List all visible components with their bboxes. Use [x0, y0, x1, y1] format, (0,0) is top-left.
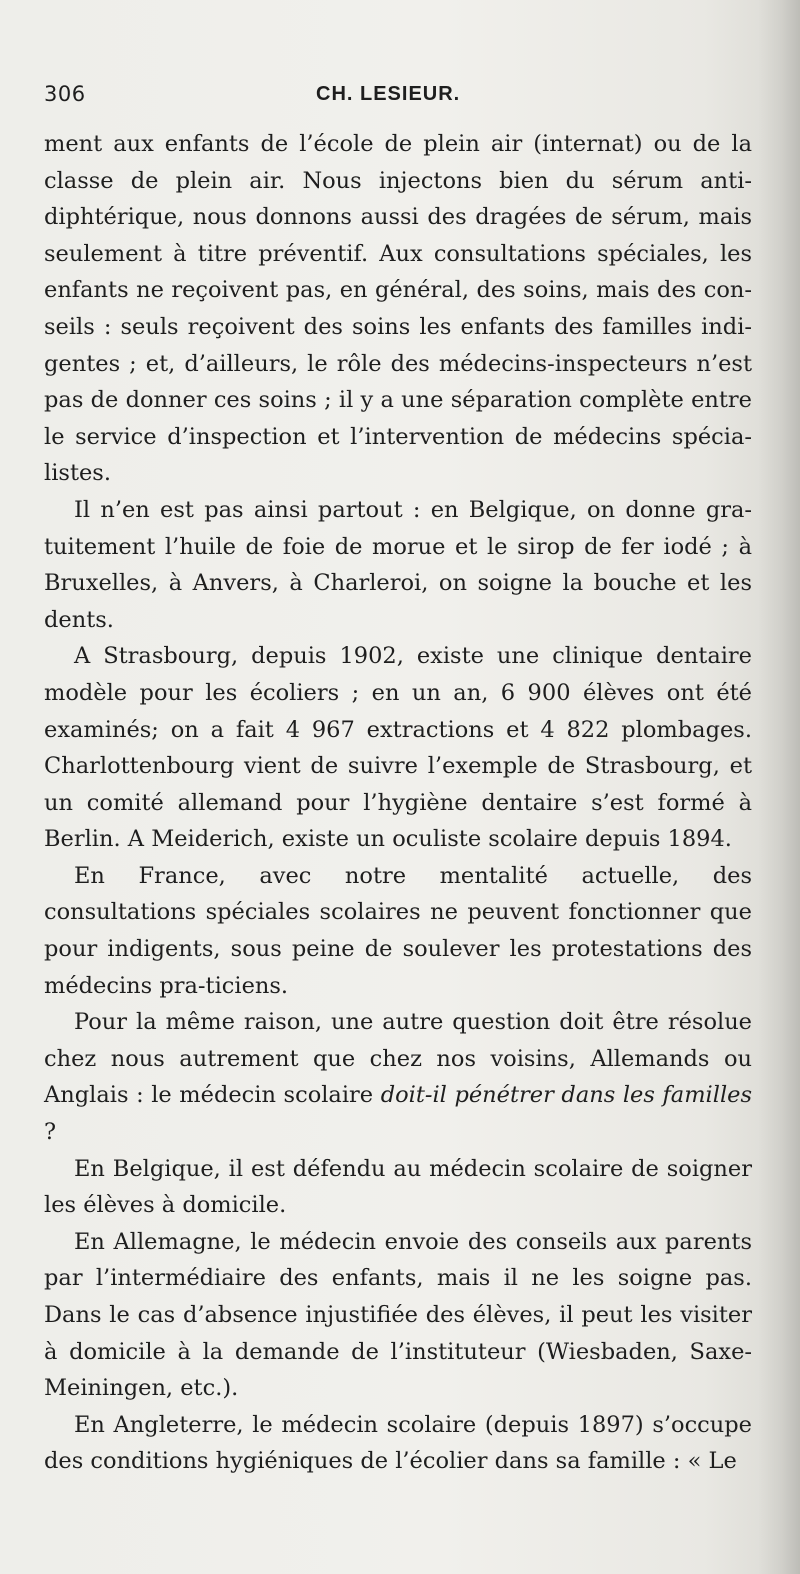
running-head: CH. LESIEUR. [316, 83, 461, 105]
paragraph-5-text: Pour la même raison, une autre question doit être résolue chez nous autrement que chez nos voisins, Allemands ou Anglais : le médecin scolaire [44, 1009, 752, 1109]
paragraph-5 [44, 1004, 752, 1150]
paragraph-6: En Belgique, il est défendu au médecin scolaire de soigner les élèves à domicile. [44, 1155, 752, 1219]
page-number: 306 [44, 82, 86, 106]
paragraph-3: A Strasbourg, depuis 1902, existe une clinique dentaire modèle pour les écoliers ; en un an, 6 900 élèves ont été examinés; on a fait 4 967 extractions et 4 822 plombages. Charlottenbourg vient de suivre l’exemple de Strasbourg, et un comité allemand pour l’hygiène dentaire s’est formé à Berlin. A Meiderich, existe un oculiste scolaire depuis 1894. [44, 643, 752, 853]
paragraph-5-italic-question: doit-il pénétrer dans les familles [380, 1082, 752, 1109]
paragraph-4: En France, avec notre mentalité actuelle, des consultations spéciales scolaires ne peuvent fonctionner que pour indigents, sous peine de soulever les protestations des médecins pra-ticiens. [44, 862, 752, 999]
body-text [44, 126, 752, 1480]
paragraph-8: En Angleterre, le médecin scolaire (depuis 1897) s’occupe des conditions hygiéniques de l’écolier dans sa famille : « Le [44, 1411, 752, 1475]
paragraph-7: En Allemagne, le médecin envoie des conseils aux parents par l’intermédiaire des enfants, mais il ne les soigne pas. Dans le cas d’absence injustifiée des élèves, il peut les visiter à domicile à la demande de l’instituteur (Wiesbaden, Saxe-Meiningen, etc.). [44, 1228, 752, 1402]
page-edge-shadow [758, 0, 800, 1574]
paragraph-5-end: ? [44, 1119, 57, 1146]
paragraph-2: Il n’en est pas ainsi partout : en Belgique, on donne gra-tuitement l’huile de foie de morue et le sirop de fer iodé ; à Bruxelles, à Anvers, à Charleroi, on soigne la bouche et les dents. [44, 496, 752, 633]
paragraph-1: ment aux enfants de l’école de plein air (internat) ou de la classe de plein air. Nous injectons bien du sérum anti-diphtérique, nous donnons aussi des dragées de sérum, mais seulement à titre préventif. Aux consultations spéciales, les enfants ne reçoivent pas, en général, des soins, mais des con-seils : seuls reçoivent des soins les enfants des familles indi-gentes ; et, d’ailleurs, le rôle des médecins-inspecteurs n’est pas de donner ces soins ; il y a une séparation complète entre le service d’inspection et l’intervention de médecins spécia-listes. [44, 131, 752, 487]
page-header [44, 82, 744, 116]
